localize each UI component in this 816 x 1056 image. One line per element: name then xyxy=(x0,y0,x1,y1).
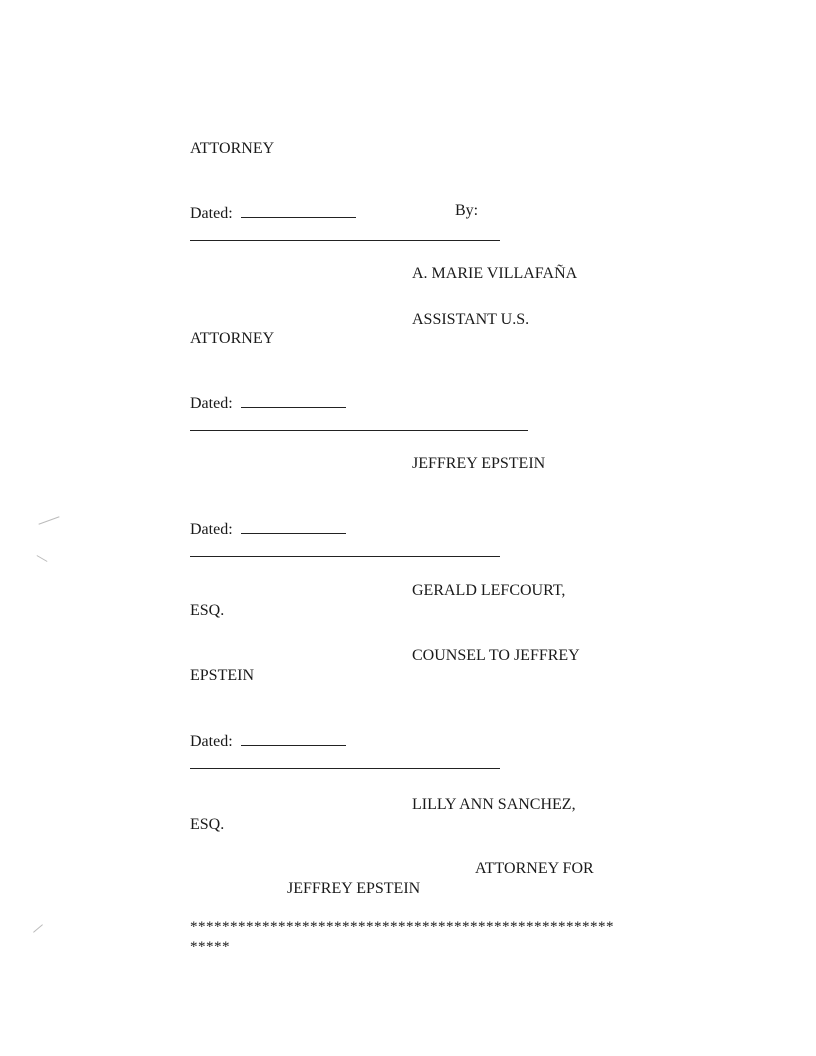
date-blank-3[interactable] xyxy=(241,519,346,534)
scan-speck xyxy=(37,555,48,562)
attorney-for-label: ATTORNEY FOR xyxy=(475,860,594,877)
dated-line-4 xyxy=(190,731,346,750)
signer-title-assistant: ASSISTANT U.S. xyxy=(412,311,530,328)
attorney-label-2: ATTORNEY xyxy=(190,330,275,347)
signer-name-sanchez: LILLY ANN SANCHEZ, xyxy=(412,796,576,813)
separator-stars-line-2: ***** xyxy=(190,939,230,955)
signer-name-epstein: JEFFREY EPSTEIN xyxy=(412,455,546,472)
counsel-to-label: COUNSEL TO JEFFREY xyxy=(412,647,580,664)
attorney-label-1: ATTORNEY xyxy=(190,140,275,157)
dated-line-2 xyxy=(190,393,346,412)
by-label: By: xyxy=(455,202,479,219)
signature-line-2[interactable] xyxy=(190,430,528,431)
signer-name-lefcourt: GERALD LEFCOURT, xyxy=(412,582,566,599)
epstein-continuation: EPSTEIN xyxy=(190,667,254,684)
signature-line-3[interactable] xyxy=(190,556,500,557)
date-blank-1[interactable] xyxy=(241,203,356,218)
esq-label-2: ESQ. xyxy=(190,816,225,833)
signature-line-1[interactable] xyxy=(190,240,500,241)
dated-label-4: Dated: xyxy=(190,733,233,750)
signature-line-4[interactable] xyxy=(190,768,500,769)
scan-speck xyxy=(33,924,43,932)
separator-stars-line-1: ***************************************************** xyxy=(190,919,614,935)
esq-label-1: ESQ. xyxy=(190,602,225,619)
date-blank-2[interactable] xyxy=(241,393,346,408)
dated-line-3 xyxy=(190,519,346,538)
signer-name-villafana: A. MARIE VILLAFAÑA xyxy=(412,265,578,282)
dated-line-1 xyxy=(190,203,356,222)
dated-label-3: Dated: xyxy=(190,521,233,538)
dated-label-2: Dated: xyxy=(190,395,233,412)
date-blank-4[interactable] xyxy=(241,731,346,746)
scan-speck xyxy=(38,516,59,524)
jeffrey-epstein-label: JEFFREY EPSTEIN xyxy=(287,880,421,897)
dated-label-1: Dated: xyxy=(190,205,233,222)
